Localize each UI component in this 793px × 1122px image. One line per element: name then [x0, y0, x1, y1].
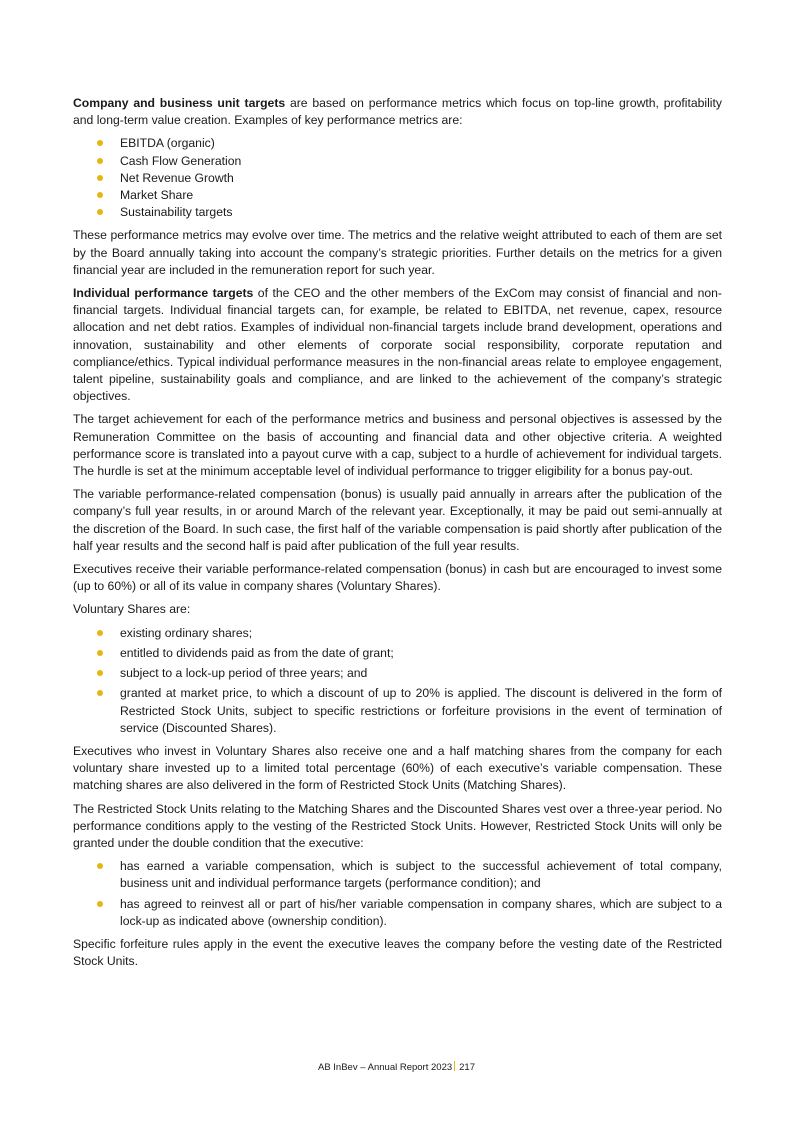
conditions-list — [73, 858, 722, 930]
page-number: 217 — [459, 1062, 475, 1073]
list-item: Market Share — [73, 187, 722, 204]
bullet-icon — [97, 670, 103, 676]
list-item: Cash Flow Generation — [73, 153, 722, 170]
list-item: granted at market price, to which a discount of up to 20% is applied. The discount is delivered in the form of Restricted Stock Units, subject to specific restrictions or forfeiture provisions in the event of termination of service (Discounted Shares). — [73, 685, 722, 737]
paragraph-matching-shares: Executives who invest in Voluntary Shares also receive one and a half matching shares from the company for each voluntary share invested up to a limited total percentage (60%) of each executive’s variable compensation. These matching shares are also delivered in the form of Restricted Stock Units (Matching Shares). — [73, 743, 722, 793]
paragraph-forfeiture: Specific forfeiture rules apply in the event the executive leaves the company before the vesting date of the Restricted Stock Units. — [73, 936, 722, 969]
paragraph-company-targets: Company and business unit targets are based on performance metrics which focus on top-line growth, profitability and long-term value creation. Examples of key performance metrics are: — [73, 96, 722, 128]
paragraph-voluntary-invest: Executives receive their variable performance-related compensation (bonus) in cash but are encouraged to invest some (up to 60%) or all of its value in company shares (Voluntary Shares). — [73, 562, 722, 594]
paragraph-individual-targets: Individual performance targets of the CEO and the other members of the ExCom may consist of financial and non-financial targets. Individual financial targets can, for example, be related to EBITDA, net revenue, capex, resource allocation and net debt ratios. Examples of individual non-financial targets include brand development, operations and innovation, sustainability and other elements of corporate social responsibility, corporate reputation and compliance/ethics. Typical individual performance measures in the non-financial areas relate to employee engagement, talent pipeline, sustainability goals and compliance, and are linked to the achievement of the company’s strategic objectives. — [73, 286, 722, 404]
list-item: subject to a lock-up period of three years; and — [73, 665, 722, 682]
paragraph-metrics-evolve: These performance metrics may evolve over time. The metrics and the relative weight attributed to each of them are set by the Board annually taking into account the company’s strategic priorities. Further details on the metrics for a given financial year are included in the remuneration report for such year. — [73, 228, 722, 277]
bullet-icon — [97, 140, 103, 146]
page-footer — [0, 1061, 793, 1073]
heading-company-targets: Company and business unit targets — [73, 96, 286, 110]
footer-separator — [454, 1061, 455, 1071]
bullet-icon — [97, 901, 103, 907]
bullet-icon — [97, 209, 103, 215]
voluntary-shares-list — [73, 625, 722, 737]
paragraph-voluntary-intro: Voluntary Shares are: — [73, 602, 191, 617]
list-item: entitled to dividends paid as from the date of grant; — [73, 645, 722, 662]
heading-individual-targets: Individual performance targets — [73, 286, 254, 301]
metrics-list — [73, 135, 722, 221]
bullet-icon — [97, 175, 103, 181]
list-item: EBITDA (organic) — [73, 135, 722, 152]
list-item: Net Revenue Growth — [73, 170, 722, 187]
bullet-icon — [97, 192, 103, 198]
bullet-icon — [97, 650, 103, 656]
paragraph-bonus-payment: The variable performance-related compensation (bonus) is usually paid annually in arrears after the publication of the company’s full year results, in or around March of the relevant year. Exceptionally, it may be paid out semi-annually at the discretion of the Board. In such case, the first half of the variable compensation is paid shortly after publication of the half year results and the second half is paid after publication of the full year results. — [73, 487, 722, 553]
bullet-icon — [97, 863, 103, 869]
footer-report-title: AB InBev – Annual Report 2023 — [317, 1062, 453, 1073]
bullet-icon — [97, 158, 103, 164]
list-item: Sustainability targets — [73, 204, 722, 221]
list-item: existing ordinary shares; — [73, 625, 722, 642]
list-item: has earned a variable compensation, which is subject to the successful achievement of total company, business unit and individual performance targets (performance condition); and — [73, 858, 722, 892]
list-item: has agreed to reinvest all or part of his/her variable compensation in company shares, which are subject to a lock-up as indicated above (ownership condition). — [73, 896, 722, 930]
paragraph-rsu-vesting: The Restricted Stock Units relating to the Matching Shares and the Discounted Shares vest over a three-year period. No performance conditions apply to the vesting of the Restricted Stock Units. However, Restricted Stock Units will only be granted under the double condition that the executive: — [73, 801, 722, 850]
document-body — [73, 95, 722, 976]
bullet-icon — [97, 690, 103, 696]
paragraph-target-achievement: The target achievement for each of the performance metrics and business and personal objectives is assessed by the Remuneration Committee on the basis of accounting and financial data and other objective criteria. A weighted performance score is translated into a payout curve with a cap, subject to a hurdle of achievement for individual targets. The hurdle is set at the minimum acceptable level of individual performance to trigger eligibility for a bonus pay-out. — [73, 412, 722, 479]
bullet-icon — [97, 630, 103, 636]
